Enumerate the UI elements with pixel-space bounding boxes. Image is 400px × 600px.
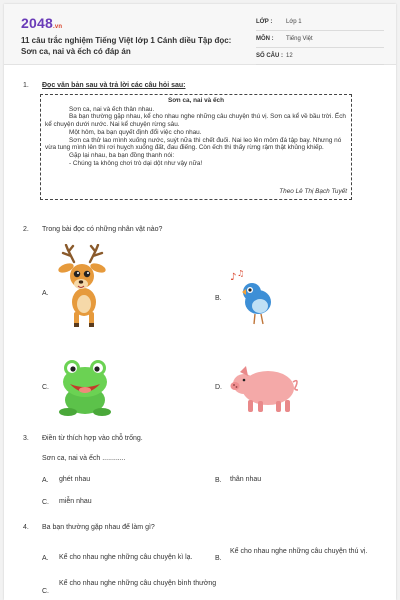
question-sentence-3: Sơn ca, nai và ếch ............ — [42, 455, 126, 462]
q3-option-c[interactable]: miễn nhau — [59, 498, 92, 505]
q3-option-b-label[interactable]: B. — [215, 477, 222, 484]
q4-option-b-label[interactable]: B. — [215, 555, 222, 562]
bird-icon[interactable] — [228, 268, 280, 328]
question-number-2: 2. — [23, 226, 29, 233]
q4-option-c[interactable]: Kể cho nhau nghe những câu chuyện bình thường — [59, 580, 217, 587]
passage-paragraph: Ba bạn thường gặp nhau, kể cho nhau nghe những câu chuyện thú vị. Sơn ca kể về bầu trời. Ếch kể chuyện dưới nước. Nai kể chuyện rừng sâu. — [45, 113, 346, 129]
question-text-3: Điền từ thích hợp vào chỗ trống. — [42, 435, 143, 442]
page-header — [4, 4, 396, 65]
meta-row-count: SỐ CÂU : 12 — [256, 51, 384, 65]
frog-icon[interactable] — [54, 356, 116, 418]
q3-option-a-label[interactable]: A. — [42, 477, 49, 484]
passage-paragraph: - Chúng ta không chơi trò dại dột như vậy nữa! — [69, 159, 203, 167]
question-text-4: Ba bạn thường gặp nhau để làm gì? — [42, 524, 155, 531]
passage-author: Theo Lê Thị Bạch Tuyết — [279, 188, 347, 196]
q4-option-a[interactable]: Kể cho nhau nghe những câu chuyện kì lạ. — [59, 554, 193, 561]
pig-icon[interactable] — [230, 362, 300, 414]
option-d-label[interactable]: D. — [215, 384, 222, 391]
q3-option-a[interactable]: ghét nhau — [59, 476, 91, 483]
question-text-2: Trong bài đọc có những nhân vật nào? — [42, 226, 163, 233]
passage-paragraph: Gặp lại nhau, ba bạn đồng thanh nói: — [69, 151, 175, 159]
meta-row-grade: LỚP : Lớp 1 — [256, 17, 384, 31]
q3-option-c-label[interactable]: C. — [42, 499, 49, 506]
svg-text:♪: ♪ — [230, 272, 237, 283]
q3-option-b[interactable]: thân nhau — [230, 476, 262, 483]
question-number-3: 3. — [23, 435, 29, 442]
option-b-label[interactable]: B. — [215, 295, 222, 302]
site-logo[interactable]: 2048.vn — [21, 15, 63, 31]
passage-title: Sơn ca, nai và ếch — [167, 97, 225, 104]
q4-option-b[interactable]: Kể cho nhau nghe những câu chuyện thú vị. — [230, 548, 368, 555]
reading-passage — [40, 94, 352, 200]
passage-paragraph: Sơn ca, nai và ếch thân nhau. — [69, 105, 155, 113]
option-a-label[interactable]: A. — [42, 290, 49, 297]
worksheet-page — [4, 4, 396, 600]
option-c-label[interactable]: C. — [42, 384, 49, 391]
passage-paragraph: Sơn ca thử lao mình xuống nước, suýt nữa thì chết đuối. Nai leo lên mỏm đá tập bay. Nhưng nó vừa tung mình lên thì rơi huỵch xuống đất, đau điếng. Còn ếch thì thấy rừng rậm thật khủng khiếp. — [45, 136, 342, 152]
deer-icon[interactable] — [54, 244, 116, 328]
question-number-4: 4. — [23, 524, 29, 531]
meta-info — [256, 17, 384, 68]
q4-option-a-label[interactable]: A. — [42, 555, 49, 562]
svg-text:♫: ♫ — [237, 269, 245, 278]
meta-row-subject: MÔN : Tiếng Việt — [256, 34, 384, 48]
passage-paragraph: Một hôm, ba bạn quyết định đổi việc cho nhau. — [69, 128, 202, 136]
question-text-1: Đọc văn bản sau và trả lời các câu hỏi sau: — [42, 82, 186, 89]
question-number-1: 1. — [23, 82, 29, 89]
q4-option-c-label[interactable]: C. — [42, 588, 49, 595]
page-title: 11 câu trắc nghiệm Tiếng Việt lớp 1 Cánh diều Tập đọc: Sơn ca, nai và ếch có đáp án — [21, 36, 232, 56]
